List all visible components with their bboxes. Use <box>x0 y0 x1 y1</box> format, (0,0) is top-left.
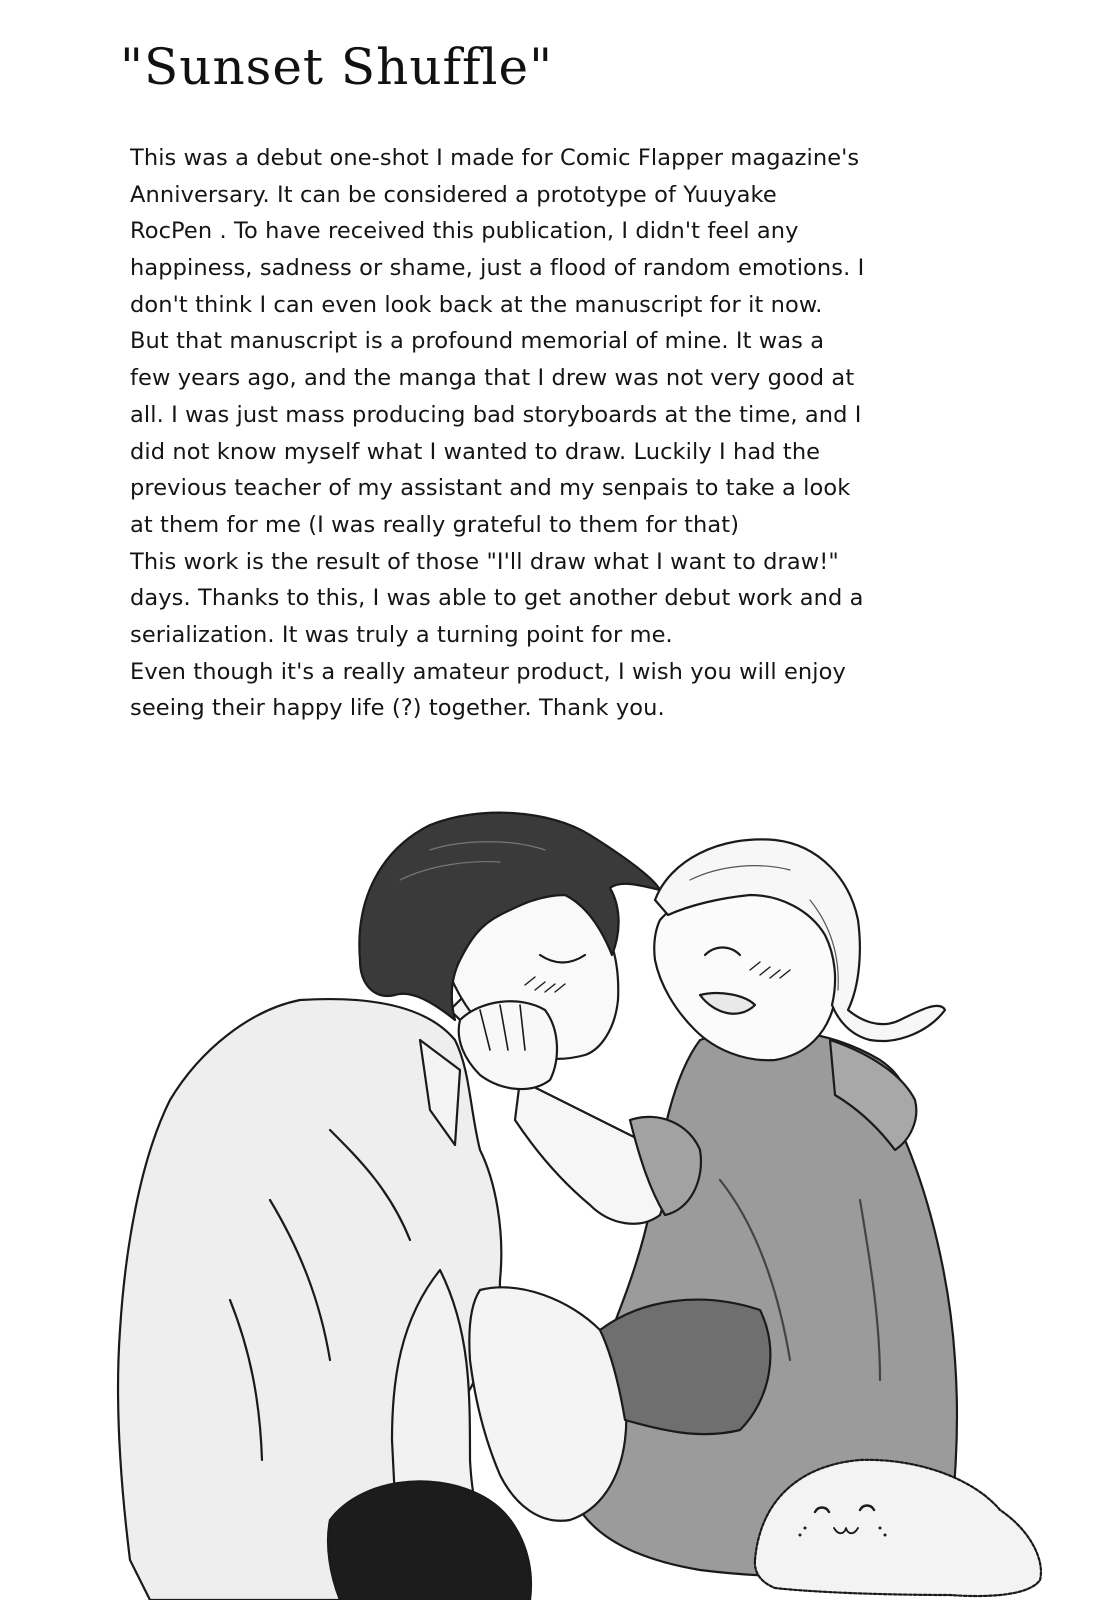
right-character-leg <box>469 1287 626 1520</box>
left-character-pants <box>328 1481 531 1600</box>
text-line: at them for me (I was really grateful to them for that) <box>130 511 740 538</box>
text-line: few years ago, and the manga that I drew was not very good at <box>130 365 855 392</box>
text-line: days. Thanks to this, I was able to get another debut work and a <box>130 585 864 612</box>
seal-mascot <box>755 1460 1041 1596</box>
text-line: did not know myself what I wanted to draw. Luckily I had the <box>130 438 821 465</box>
text-line: This was a debut one-shot I made for Comic Flapper magazine's <box>130 145 860 171</box>
text-line: RocPen . To have received this publication, I didn't feel any <box>130 218 799 245</box>
text-line: Anniversary. It can be considered a prototype of Yuuyake <box>130 181 777 208</box>
text-line: seeing their happy life (?) together. Thank you. <box>130 695 665 722</box>
text-line: previous teacher of my assistant and my senpais to take a look <box>130 475 851 502</box>
text-line: Even though it's a really amateur product, I wish you will enjoy <box>130 658 846 685</box>
seal-body <box>755 1460 1041 1596</box>
page-title: "Sunset Shuffle" <box>120 38 554 96</box>
text-line: don't think I can even look back at the manuscript for it now. <box>130 291 823 318</box>
text-line: This work is the result of those "I'll draw what I want to draw!" <box>130 548 839 575</box>
text-line: happiness, sadness or shame, just a flood of random emotions. I <box>130 255 865 282</box>
manga-illustration <box>0 760 1116 1600</box>
afterword-text <box>130 140 930 727</box>
text-line: But that manuscript is a profound memorial of mine. It was a <box>130 328 825 355</box>
text-line: all. I was just mass producing bad storyboards at the time, and I <box>130 401 862 428</box>
text-line: serialization. It was truly a turning point for me. <box>130 621 673 648</box>
